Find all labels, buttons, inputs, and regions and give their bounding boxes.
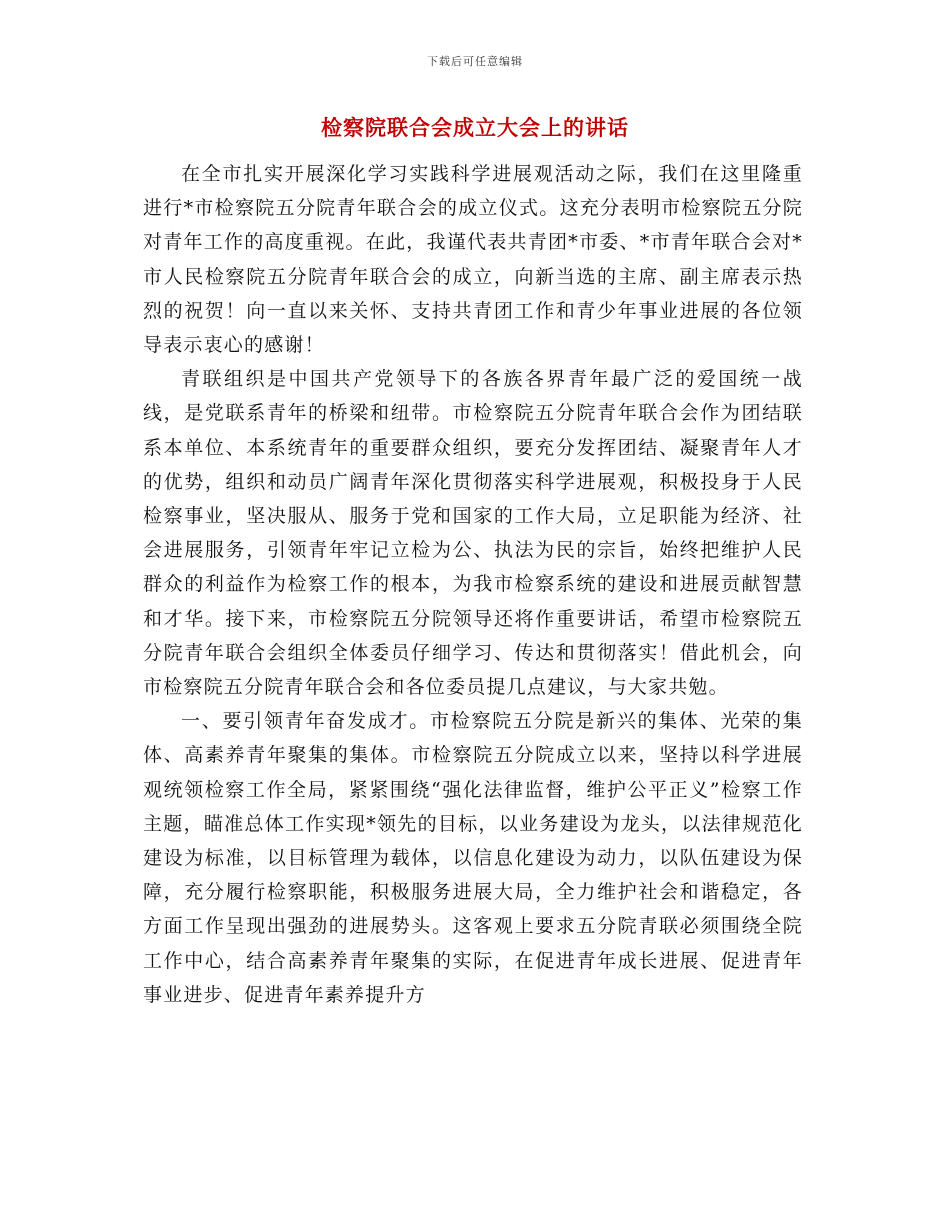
- paragraph-2: 青联组织是中国共产党领导下的各族各界青年最广泛的爱国统一战线，是党联系青年的桥梁和纽带。市检察院五分院青年联合会作为团结联系本单位、本系统青年的重要群众组织，要充分发挥团结、凝聚青年人才的优势，组织和动员广阔青年深化贯彻落实科学进展观，积极投身于人民检察事业，坚决服从、服务于党和国家的工作大局，立足职能为经济、社会进展服务，引领青年牢记立检为公、执法为民的宗旨，始终把维护人民群众的利益作为检察工作的根本，为我市检察系统的建设和进展贡献智慧和才华。接下来，市检察院五分院领导还将作重要讲话，希望市检察院五分院青年联合会组织全体委员仔细学习、传达和贯彻落实！借此机会，向市检察院五分院青年联合会和各位委员提几点建议，与大家共勉。: [143, 368, 803, 699]
- paragraph-1: 在全市扎实开展深化学习实践科学进展观活动之际，我们在这里隆重进行*市检察院五分院青年联合会的成立仪式。这充分表明市检察院五分院对青年工作的高度重视。在此，我谨代表共青团*市委、*市青年联合会对*市人民检察院五分院青年联合会的成立，向新当选的主席、副主席表示热烈的祝贺！向一直以来关怀、支持共青团工作和青少年事业进展的各位领导表示衷心的感谢！: [143, 163, 803, 357]
- document-title: 检察院联合会成立大会上的讲话: [321, 115, 629, 140]
- page-header-note: 下载后可任意编辑: [427, 55, 523, 68]
- paragraph-3: 一、要引领青年奋发成才。市检察院五分院是新兴的集体、光荣的集体、高素养青年聚集的集体。市检察院五分院成立以来，坚持以科学进展观统领检察工作全局，紧紧围绕“强化法律监督，维护公平正义”检察工作主题，瞄准总体工作实现*领先的目标，以业务建设为龙头，以法律规范化建设为标准，以目标管理为载体，以信息化建设为动力，以队伍建设为保障，充分履行检察职能，积极服务进展大局，全力维护社会和谐稳定，各方面工作呈现出强劲的进展势头。这客观上要求五分院青联必须围绕全院工作中心，结合高素养青年聚集的实际，在促进青年成长进展、促进青年事业进步、促进青年素养提升方: [143, 710, 803, 1006]
- document-body: [143, 157, 803, 1012]
